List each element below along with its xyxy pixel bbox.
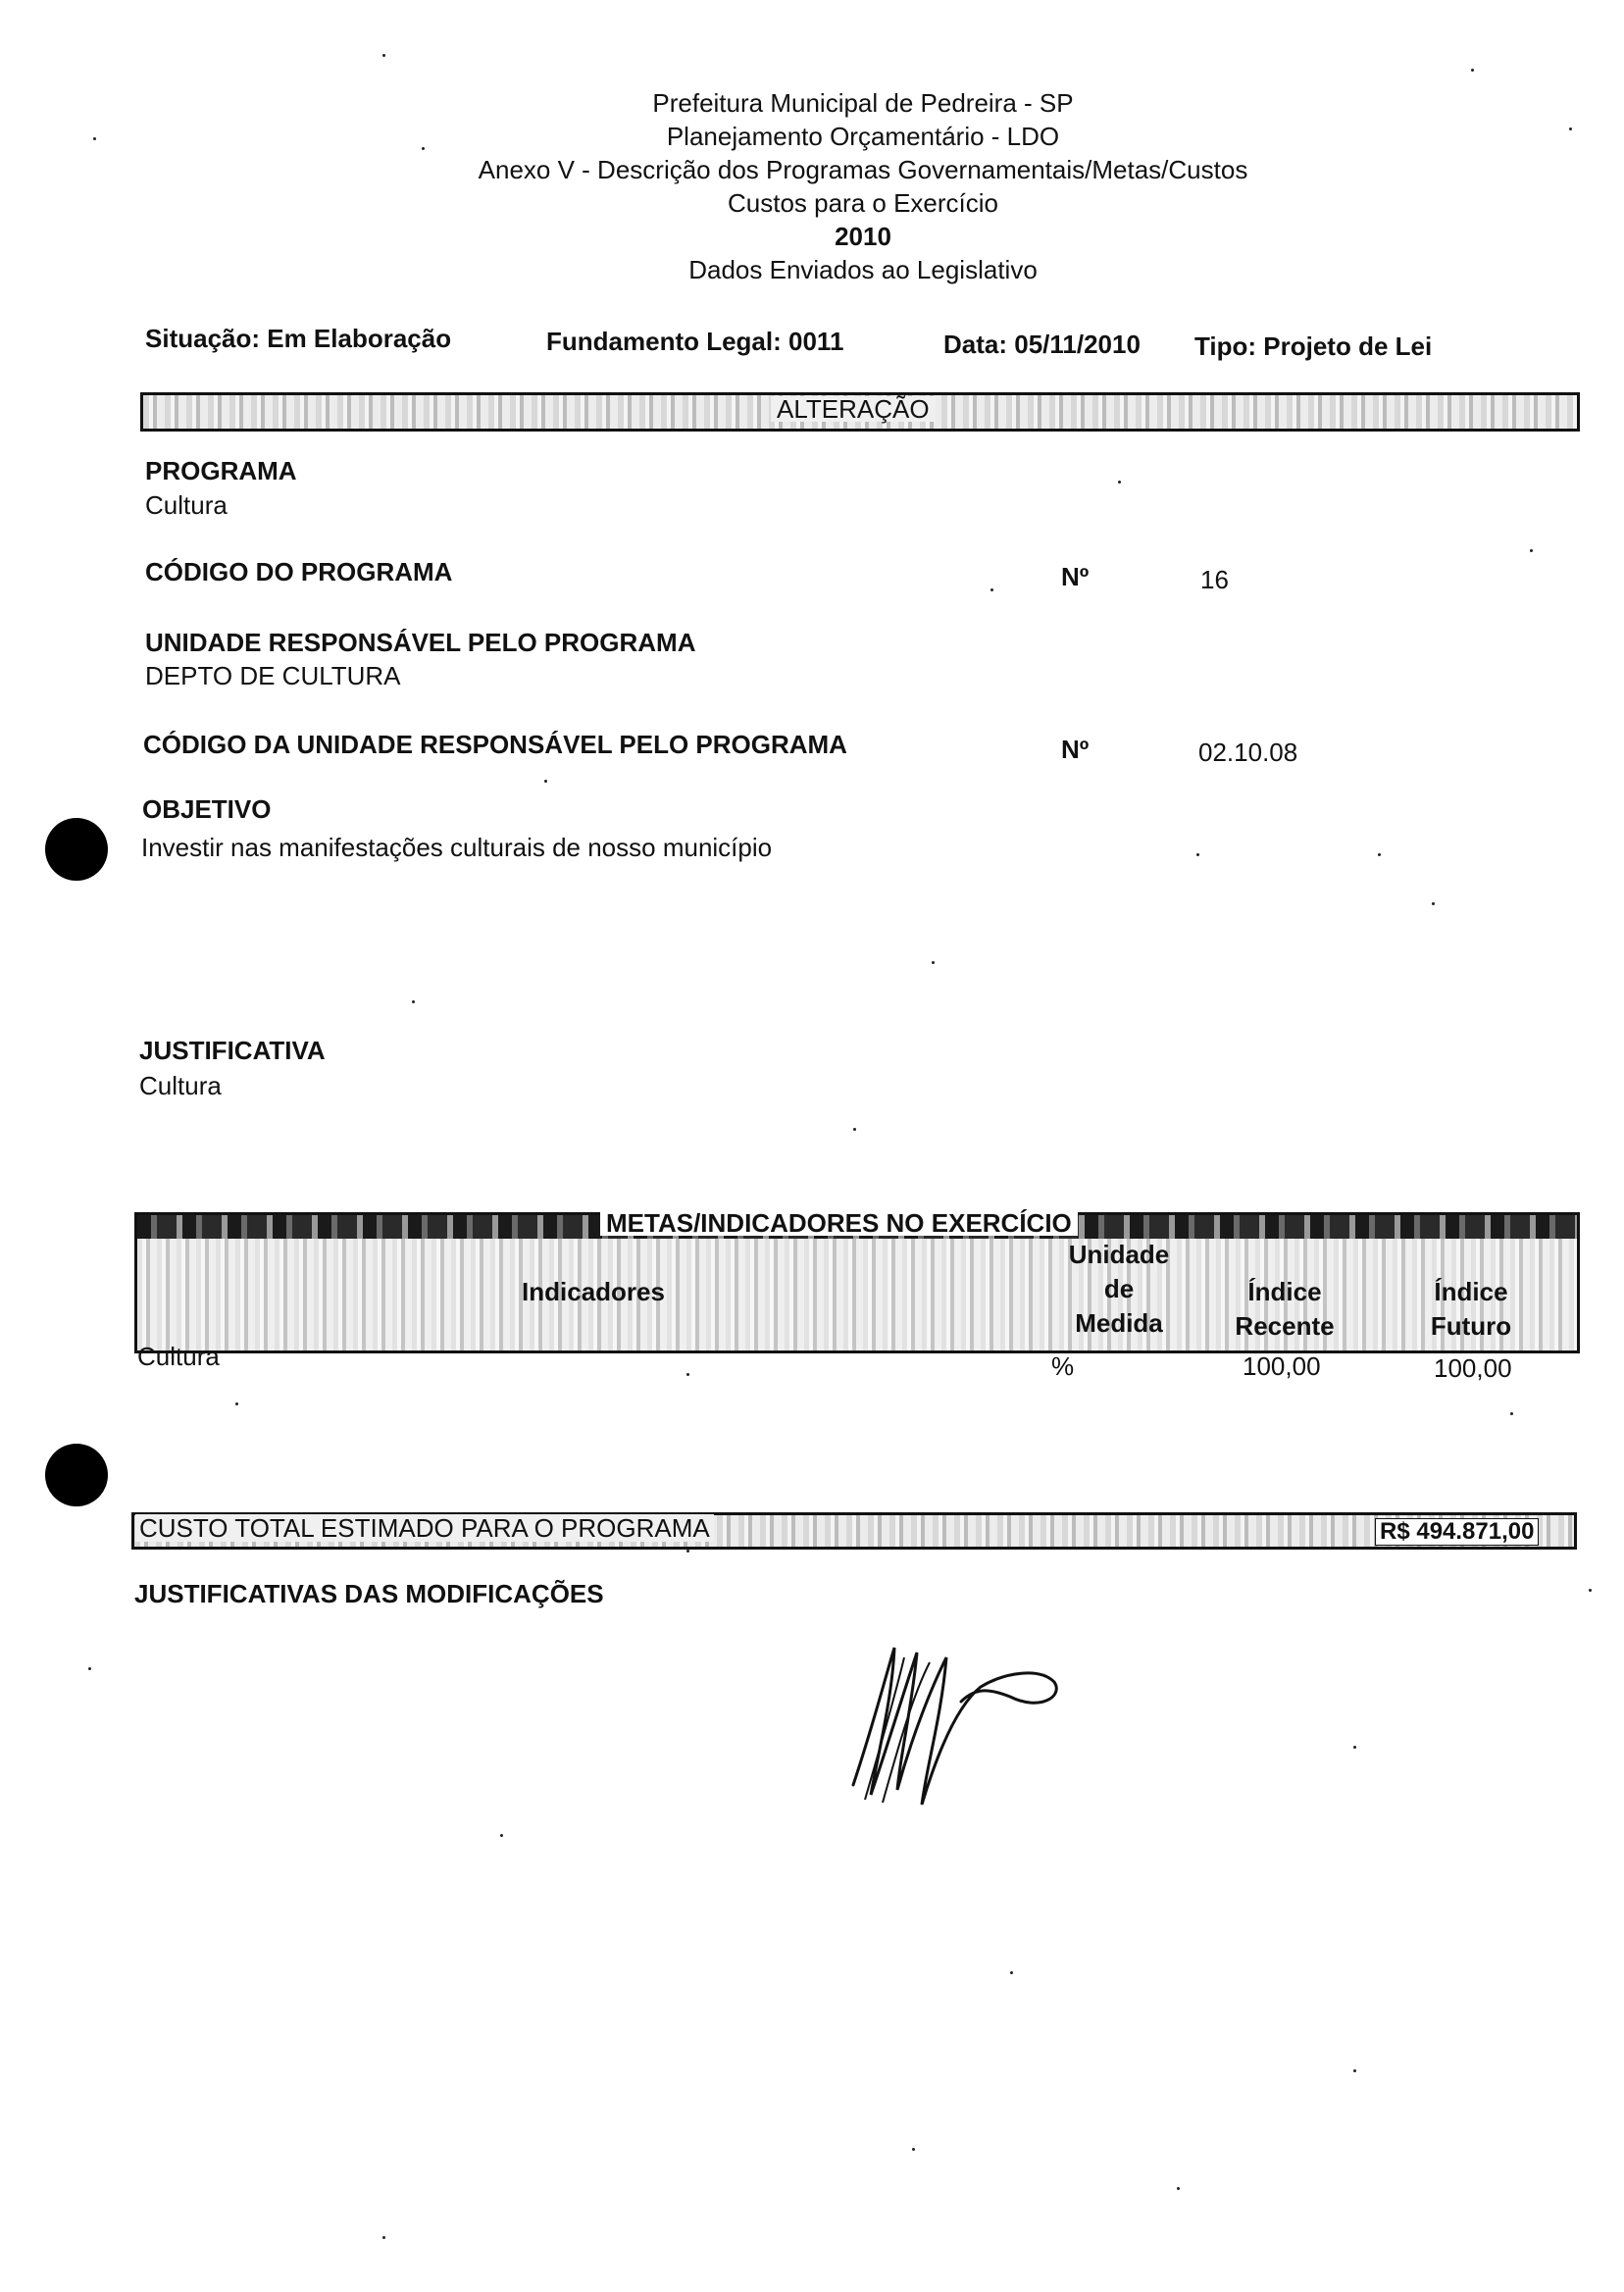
programa-label: PROGRAMA [145, 456, 297, 485]
fundamento-field: Fundamento Legal: 0011 [546, 327, 844, 356]
punch-hole-top [45, 818, 108, 881]
situacao-field: Situação: Em Elaboração [145, 324, 452, 353]
header-annex: Anexo V - Descrição dos Programas Governamentais/Metas/Custos [478, 155, 1248, 184]
codigo-programa-value: 16 [1200, 565, 1229, 594]
tipo-field: Tipo: Projeto de Lei [1194, 331, 1433, 361]
custo-value: R$ 494.871,00 [1375, 1518, 1539, 1546]
unidade-label: UNIDADE RESPONSÁVEL PELO PROGRAMA [145, 628, 696, 657]
objetivo-label: OBJETIVO [142, 794, 272, 824]
alteracao-title: ALTERAÇÃO [771, 396, 936, 422]
codigo-unidade-label: CÓDIGO DA UNIDADE RESPONSÁVEL PELO PROGRAMA [143, 730, 847, 759]
col-futuro-line2: Futuro [1430, 1311, 1512, 1341]
data-field: Data: 05/11/2010 [943, 330, 1141, 359]
col-recente-line2: Recente [1235, 1311, 1335, 1341]
header-sent: Dados Enviados ao Legislativo [688, 255, 1038, 284]
col-unidade [1055, 1238, 1183, 1341]
header-municipality: Prefeitura Municipal de Pedreira - SP [652, 88, 1074, 118]
signature [843, 1628, 1069, 1814]
programa-value: Cultura [145, 490, 228, 520]
punch-hole-bottom [45, 1444, 108, 1506]
codigo-unidade-value: 02.10.08 [1198, 738, 1298, 767]
header-planning: Planejamento Orçamentário - LDO [666, 122, 1060, 151]
custo-label: CUSTO TOTAL ESTIMADO PARA O PROGRAMA [135, 1514, 714, 1542]
codigo-unidade-no: Nº [1061, 735, 1090, 764]
document-header [0, 86, 1624, 286]
metas-row-futuro: 100,00 [1434, 1353, 1512, 1383]
justificativa-value: Cultura [139, 1071, 222, 1100]
col-recente-line1: Índice [1247, 1277, 1322, 1306]
metas-row-unidade: % [1051, 1351, 1075, 1381]
justificativas-modificacoes-label: JUSTIFICATIVAS DAS MODIFICAÇÕES [134, 1579, 604, 1608]
header-costs: Custos para o Exercício [727, 188, 998, 218]
codigo-programa-label: CÓDIGO DO PROGRAMA [145, 557, 453, 586]
metas-title: METAS/INDICADORES NO EXERCÍCIO [600, 1210, 1078, 1236]
justificativa-label: JUSTIFICATIVA [139, 1036, 326, 1065]
unidade-value: DEPTO DE CULTURA [145, 661, 401, 690]
metas-row-recente: 100,00 [1243, 1351, 1321, 1381]
col-indice-futuro [1412, 1275, 1530, 1344]
col-unidade-line3: Medida [1075, 1308, 1163, 1338]
metas-row-indicador: Cultura [137, 1342, 220, 1371]
col-unidade-line1: Unidade [1068, 1240, 1170, 1269]
col-unidade-line2: de [1103, 1274, 1135, 1303]
codigo-programa-no: Nº [1061, 562, 1090, 591]
objetivo-value: Investir nas manifestações culturais de nosso município [141, 833, 773, 862]
col-futuro-line1: Índice [1434, 1277, 1508, 1306]
col-indice-recente [1221, 1275, 1348, 1344]
col-indicadores: Indicadores [522, 1277, 665, 1306]
header-year: 2010 [835, 222, 891, 251]
